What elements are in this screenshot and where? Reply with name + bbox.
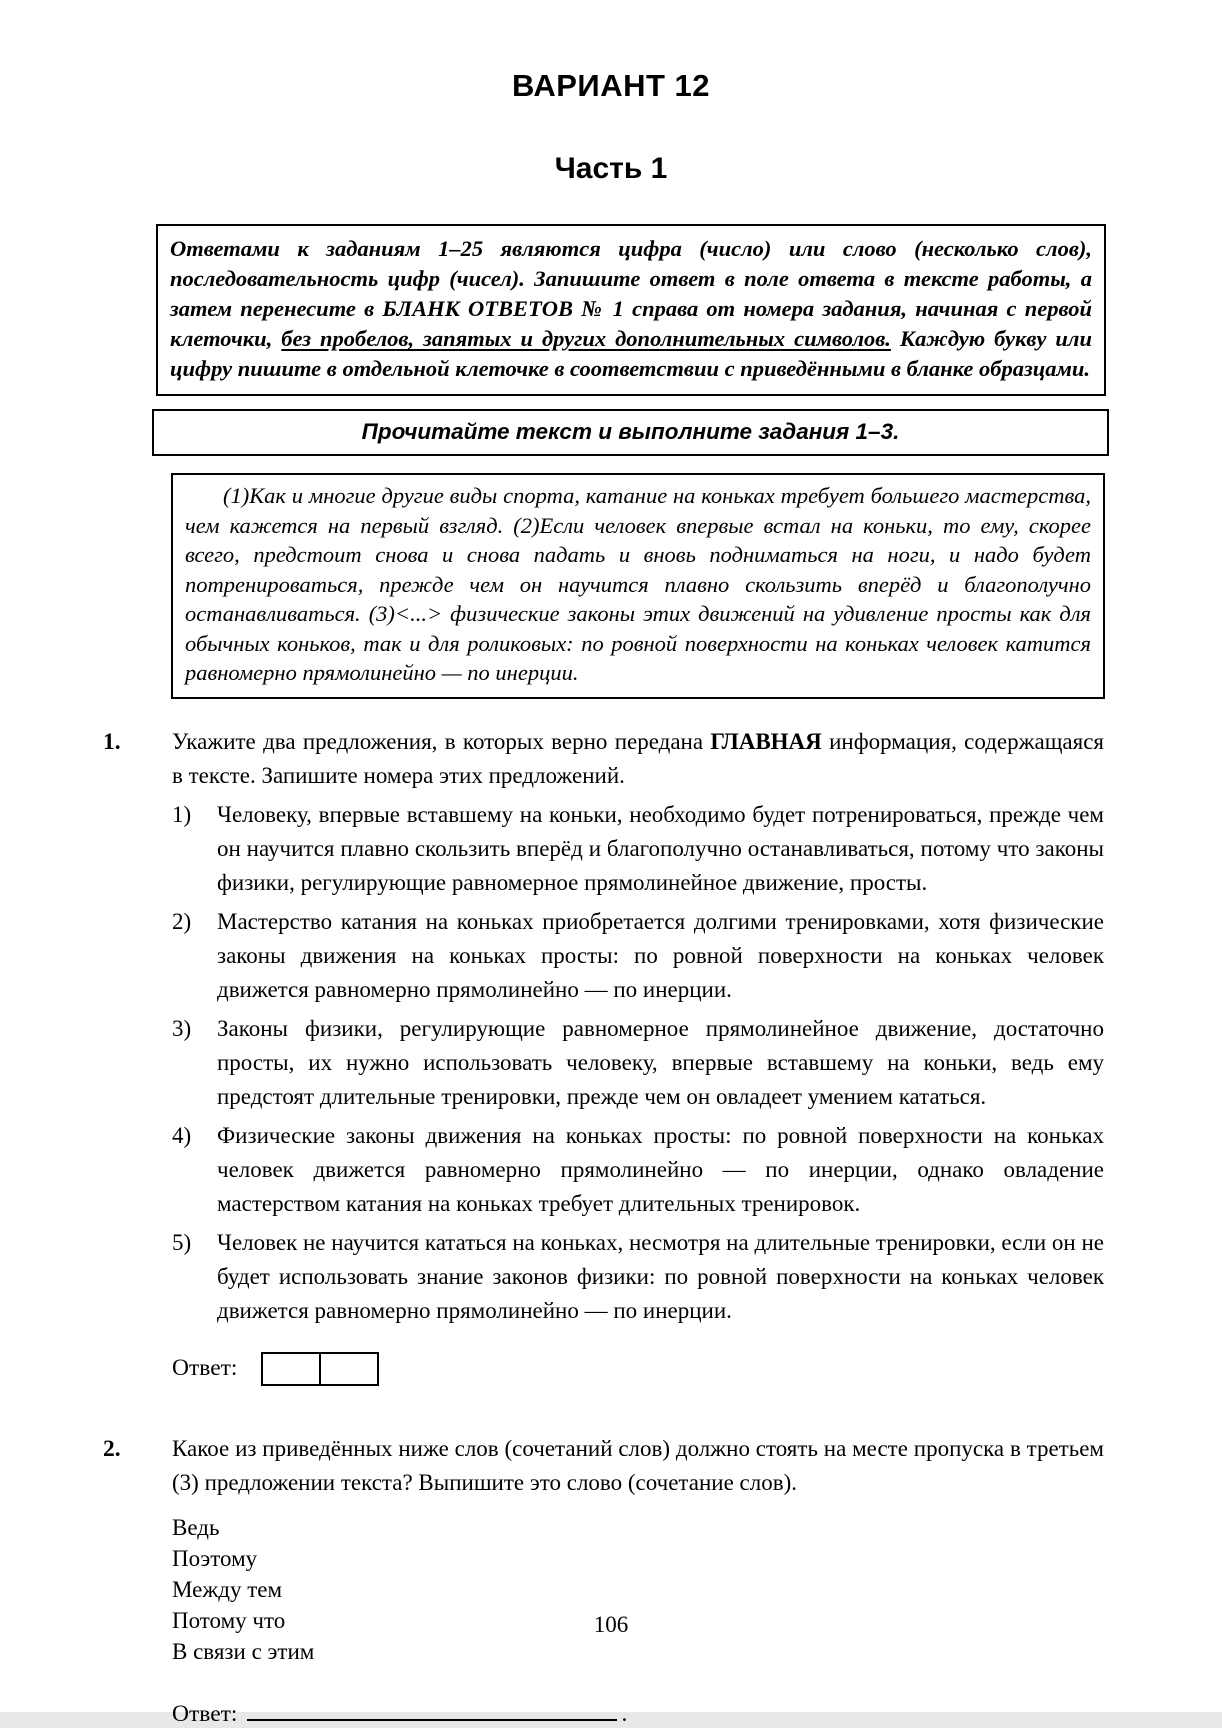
answer-label: Ответ: bbox=[172, 1355, 238, 1381]
word-option: Ведь bbox=[172, 1514, 220, 1540]
question-2-number: 2. bbox=[103, 1435, 121, 1462]
option-row bbox=[172, 1119, 1104, 1221]
question-2-options bbox=[172, 1512, 1104, 1667]
page-number: 106 bbox=[593, 1612, 629, 1637]
passage-box bbox=[171, 473, 1105, 699]
word-option: Потому что bbox=[172, 1607, 286, 1633]
question-1-answer-row bbox=[172, 1352, 1104, 1386]
answer-line[interactable] bbox=[247, 1697, 617, 1721]
question-1-options bbox=[172, 798, 1104, 1328]
instructions-part2: Каждую букву или цифру пишите в отдельной клеточке в соответствии с приведёнными в бланке образцами. bbox=[170, 326, 1092, 381]
word-option: Между тем bbox=[172, 1576, 283, 1602]
word-option: Поэтому bbox=[172, 1545, 258, 1571]
read-text-banner bbox=[152, 409, 1109, 456]
question-1-intro-post: информация, содержащаяся в тексте. Запишите номера этих предложений. bbox=[172, 728, 1104, 788]
option-text: Человеку, впервые вставшему на коньки, необходимо будет потренироваться, прежде чем он научится плавно скользить вперёд и благополучно останавливаться, потому что законы физики, регулирующие равномерное прямолинейное движение, просты. bbox=[217, 801, 1104, 895]
option-text: Физические законы движения на коньках просты: по ровной поверхности на коньках человек движется равномерно прямолинейно — по инерции, однако овладение мастерством катания на коньках требует длительных тренировок. bbox=[217, 1122, 1104, 1216]
question-2-answer-row bbox=[172, 1697, 1104, 1728]
passage-text: (1)Как и многие другие виды спорта, катание на коньках требует большего мастерства, чем кажется на первый взгляд. (2)Если человек впервые встал на коньки, то ему, скорее всего, предстоит снова и снова падать и вновь подниматься на ноги, и надо будет потренироваться, прежде чем он научится плавно скользить вперёд и благополучно останавливаться. (3)<...> физические законы этих движений на удивление просты как для обычных коньков, так и для роликовых: по ровной поверхности на коньках человек катится равномерно прямолинейно — по инерции. bbox=[185, 483, 1091, 685]
option-number: 1) bbox=[172, 801, 192, 827]
option-number: 5) bbox=[172, 1229, 192, 1255]
part-title: Часть 1 bbox=[554, 152, 668, 185]
answer-cell[interactable] bbox=[319, 1354, 377, 1384]
option-text: Мастерство катания на коньках приобретается долгими тренировками, хотя физические законы движения на коньках просты: по ровной поверхности на коньках человек движется равномерно прямолинейно — по инерции. bbox=[217, 908, 1104, 1002]
question-1 bbox=[103, 725, 1104, 1386]
question-1-intro-bold: ГЛАВНАЯ bbox=[710, 728, 822, 754]
instructions-box bbox=[156, 224, 1106, 396]
word-option: В связи с этим bbox=[172, 1638, 315, 1664]
option-number: 3) bbox=[172, 1015, 192, 1041]
question-1-intro bbox=[172, 725, 1104, 793]
instructions-underlined: без пробелов, запятых и других дополнительных символов. bbox=[281, 326, 891, 351]
option-text: Человек не научится кататься на коньках, несмотря на длительные тренировки, если он не будет использовать знание законов физики: по ровной поверхности на коньках человек движется равномерно прямолинейно — по инерции. bbox=[217, 1229, 1104, 1323]
instructions-part1: Ответами к заданиям 1–25 являются цифра (число) или слово (несколько слов), последовательность цифр (чисел). Запишите ответ в поле ответа в тексте работы, а затем перенесите в БЛАНК ОТВЕТОВ № 1 справа от номера задания, начиная с первой клеточки, bbox=[170, 236, 1092, 351]
instructions-text bbox=[170, 234, 1092, 384]
page-title: ВАРИАНТ 12 bbox=[512, 68, 710, 103]
option-text: Законы физики, регулирующие равномерное прямолинейное движение, достаточно просты, их нужно использовать человеку, впервые вставшему на коньки, ведь ему предстоят длительные тренировки, прежде чем он овладеет умением кататься. bbox=[217, 1015, 1104, 1109]
option-row bbox=[172, 1012, 1104, 1114]
option-row bbox=[172, 905, 1104, 1007]
question-2-text: Какое из приведённых ниже слов (сочетаний слов) должно стоять на месте пропуска в третьем (3) предложении текста? Выпишите это слово (сочетание слов). bbox=[172, 1435, 1104, 1495]
option-row bbox=[172, 1226, 1104, 1328]
question-1-number: 1. bbox=[103, 728, 121, 755]
option-number: 2) bbox=[172, 908, 192, 934]
answer-period: . bbox=[621, 1700, 628, 1727]
answer-cells[interactable] bbox=[261, 1352, 379, 1386]
answer-cell[interactable] bbox=[263, 1354, 319, 1384]
option-row bbox=[172, 798, 1104, 900]
answer-label: Ответ: bbox=[172, 1700, 238, 1727]
option-number: 4) bbox=[172, 1122, 192, 1148]
question-1-intro-pre: Укажите два предложения, в которых верно передана bbox=[172, 728, 711, 754]
read-text-banner-label: Прочитайте текст и выполните задания 1–3. bbox=[361, 419, 900, 444]
question-2 bbox=[103, 1432, 1104, 1728]
